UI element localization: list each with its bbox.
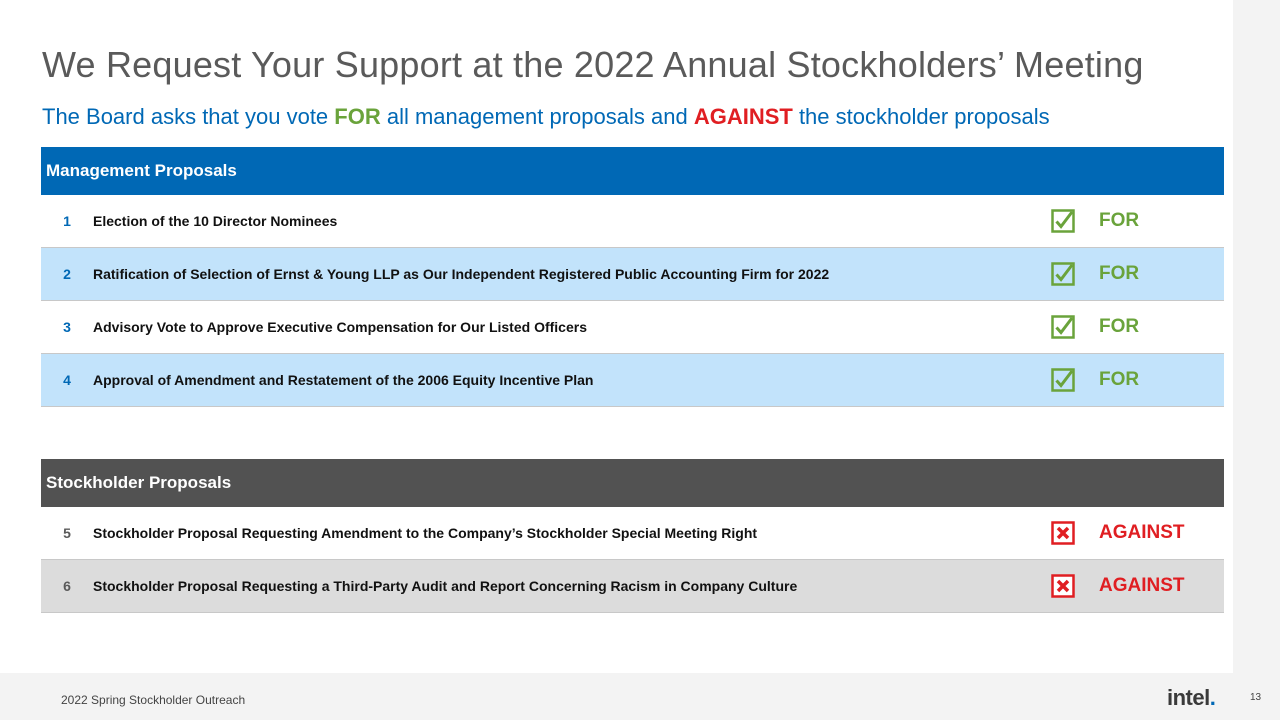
management-proposals-table <box>41 147 1224 407</box>
checkbox-checked-icon <box>1050 261 1076 287</box>
proposal-row <box>41 354 1224 407</box>
stockholder-proposals-table <box>41 459 1224 613</box>
checkbox-checked-icon <box>1050 367 1076 393</box>
subtitle-for-word: FOR <box>334 104 381 129</box>
vote-label: AGAINST <box>1099 575 1185 596</box>
stockholder-proposals-header: Stockholder Proposals <box>41 459 1224 507</box>
footer-text: 2022 Spring Stockholder Outreach <box>61 693 246 707</box>
intel-logo <box>1167 685 1215 711</box>
subtitle-text-1: The Board asks that you vote <box>42 104 335 129</box>
checkbox-x-icon <box>1050 573 1076 599</box>
proposal-text: Approval of Amendment and Restatement of the 2006 Equity Incentive Plan <box>93 372 594 388</box>
proposal-row <box>41 195 1224 248</box>
proposal-number: 2 <box>63 266 71 282</box>
page-subtitle <box>42 104 1050 130</box>
vote-label: FOR <box>1099 210 1140 231</box>
proposal-row <box>41 248 1224 301</box>
vote-recommendation <box>1050 195 1139 247</box>
subtitle-text-3: the stockholder proposals <box>792 104 1050 129</box>
subtitle-text-2: all management proposals and <box>380 104 694 129</box>
vote-recommendation <box>1050 354 1139 406</box>
proposal-number: 3 <box>63 319 71 335</box>
vote-recommendation <box>1050 248 1139 300</box>
logo-dot: . <box>1209 685 1216 710</box>
page-number: 13 <box>1250 692 1262 703</box>
proposal-number: 1 <box>63 213 71 229</box>
proposal-number: 5 <box>63 525 71 541</box>
vote-label: FOR <box>1099 263 1140 284</box>
page-title: We Request Your Support at the 2022 Annual Stockholders’ Meeting <box>42 44 1144 85</box>
right-margin-strip <box>1233 0 1280 720</box>
proposal-text: Election of the 10 Director Nominees <box>93 213 338 229</box>
proposal-row <box>41 560 1224 613</box>
proposal-text: Stockholder Proposal Requesting a Third-Party Audit and Report Concerning Racism in Company Culture <box>93 578 798 594</box>
subtitle-against-word: AGAINST <box>693 104 793 129</box>
vote-label: FOR <box>1099 369 1140 390</box>
proposal-row <box>41 507 1224 560</box>
vote-label: AGAINST <box>1099 522 1185 543</box>
logo-text: intel <box>1167 685 1210 710</box>
management-proposals-header: Management Proposals <box>41 147 1224 195</box>
checkbox-checked-icon <box>1050 314 1076 340</box>
checkbox-x-icon <box>1050 520 1076 546</box>
proposal-text: Advisory Vote to Approve Executive Compensation for Our Listed Officers <box>93 319 587 335</box>
proposal-number: 6 <box>63 578 71 594</box>
proposal-number: 4 <box>63 372 71 388</box>
checkbox-checked-icon <box>1050 208 1076 234</box>
vote-recommendation <box>1050 507 1185 559</box>
vote-recommendation <box>1050 301 1139 353</box>
vote-recommendation <box>1050 560 1185 612</box>
proposal-text: Ratification of Selection of Ernst & Young LLP as Our Independent Registered Public Accounting Firm for 2022 <box>93 266 830 282</box>
proposal-text: Stockholder Proposal Requesting Amendment to the Company’s Stockholder Special Meeting Right <box>93 525 758 541</box>
proposal-row <box>41 301 1224 354</box>
vote-label: FOR <box>1099 316 1140 337</box>
